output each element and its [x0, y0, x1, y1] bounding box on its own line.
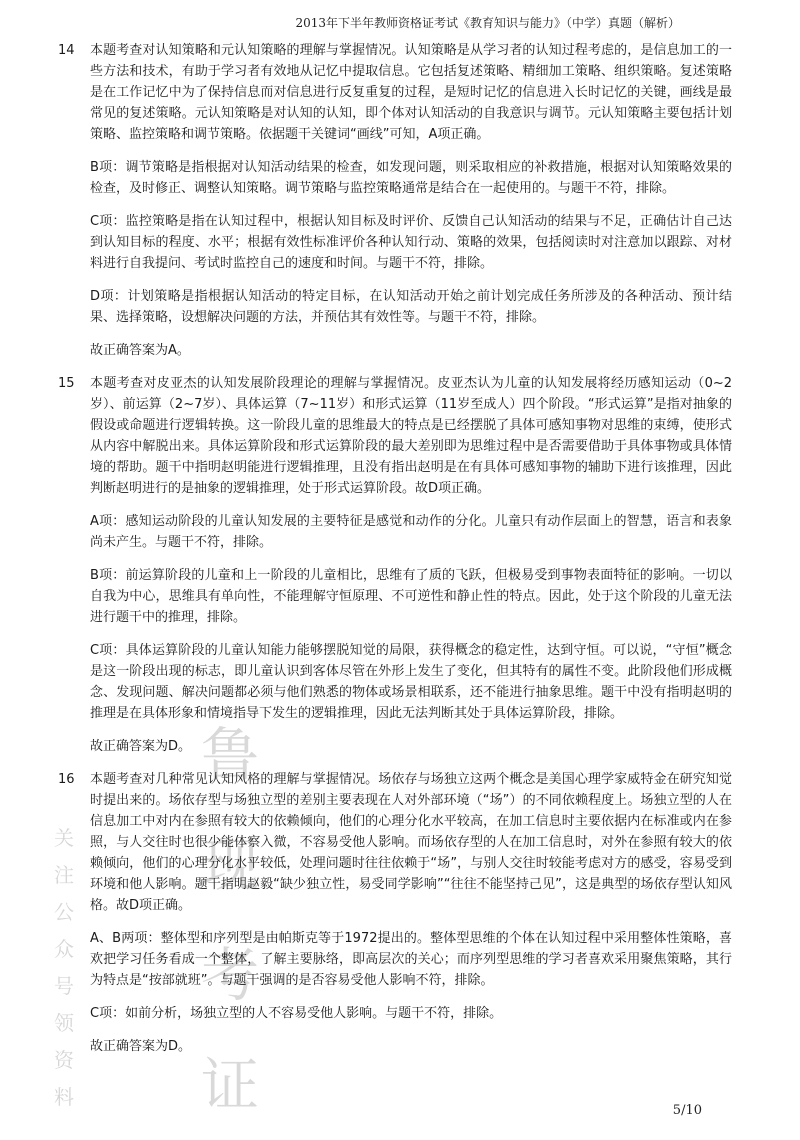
watermark-char: 考 — [200, 941, 259, 1009]
watermark-char: 关 — [54, 826, 74, 850]
watermark-char: 证 — [200, 1051, 259, 1119]
question-15 — [52, 373, 732, 757]
option-analysis: C项：监控策略是指在认知过程中，根据认知目标及时评价、反馈自己认知活动的结果与不足，正确估计自己达到认知目标的程度、水平；根据有效性标准评价各种认知行动、策略的效果，包括阅读时对注意加以跟踪、对材料进行自我提问、考试时监控自己的速度和时间。与题干不符，排除。 — [90, 214, 732, 271]
question-explanation: 本题考查对皮亚杰的认知发展阶段理论的理解与掌握情况。皮亚杰认为儿童的认知发展将经历感知运动（0~2岁）、前运算（2~7岁）、具体运算（7~11岁）和形式运算（11岁至成人）四个阶段。“形式运算”是指对抽象的假设或命题进行逻辑转换。这一阶段儿童的思维最大的特点是已经摆脱了具体可感知事物对思维的束缚，使形式从内容中解脱出来。具体运算阶段和形式运算阶段的最大差别即为思维过程中是否需要借助于具体事物或具体情境的帮助。题干中指明赵明能进行逻辑推理，且没有指出赵明是在有具体可感知事物的辅助下进行该推理，因此判断赵明进行的是抽象的逻辑推理，处于形式运算阶段。故D项正确。 — [90, 376, 732, 496]
question-explanation: 本题考查对认知策略和元认知策略的理解与掌握情况。认知策略是从学习者的认知过程考虑的，是信息加工的一些方法和技术，有助于学习者有效地从记忆中提取信息。它包括复述策略、精细加工策略、组织策略。复述策略是在工作记忆中为了保持信息而对信息进行反复重复的过程，是短时记忆的信息进入长时记忆的关键，画线是最常见的复述策略。元认知策略是对认知的认知，即个体对认知活动的自我意识与调节。元认知策略主要包括计划策略、监控策略和调节策略。依据题干关键词“画线”可知，A项正确。 — [90, 43, 732, 142]
watermark-char: 领 — [54, 1011, 74, 1035]
watermark-char: 公 — [54, 900, 74, 924]
correct-answer: 故正确答案为D。 — [90, 739, 192, 754]
question-14 — [52, 40, 732, 361]
watermark-char: 鲁 — [200, 721, 259, 789]
option-analysis: A、B两项：整体型和序列型是由帕斯克等于1972提出的。整体型思维的个体在认知过程中采用整体性策略，喜欢把学习任务看成一个整体，了解主要脉络，即高层次的关心；而序列型思维的学习者喜欢采用聚焦策略，其行为特点是“按部就班”。与题干强调的是否容易受他人影响不符，排除。 — [90, 931, 732, 988]
page-header: 2013年下半年教师资格证考试《教育知识与能力》（中学）真题（解析） — [295, 16, 680, 30]
watermark-char: 料 — [54, 1085, 74, 1109]
correct-answer: 故正确答案为D。 — [90, 1039, 192, 1054]
question-16 — [52, 769, 732, 1057]
page-number: 5/10 — [672, 1103, 702, 1118]
option-analysis: B项：前运算阶段的儿童和上一阶段的儿童相比，思维有了质的飞跃，但极易受到事物表面特征的影响。一切以自我为中心，思维具有单向性，不能理解守恒原理、不可逆性和静止性的特点。因此，处于这个阶段的儿童无法进行题干中的推理，排除。 — [90, 568, 732, 625]
option-analysis: D项：计划策略是指根据认知活动的特定目标，在认知活动开始之前计划完成任务所涉及的各种活动、预计结果、选择策略，设想解决问题的方法，并预估其有效性等。与题干不符，排除。 — [90, 289, 732, 325]
watermark-char: 资 — [54, 1048, 74, 1072]
watermark-char: 号 — [54, 974, 74, 998]
question-number: 14 — [58, 43, 75, 58]
question-number: 16 — [58, 772, 75, 787]
watermark-char: 现 — [200, 831, 259, 899]
watermark-char: 注 — [54, 863, 74, 887]
watermark-char: 众 — [54, 937, 74, 961]
option-analysis: A项：感知运动阶段的儿童认知发展的主要特征是感觉和动作的分化。儿童只有动作层面上的智慧，语言和表象尚未产生。与题干不符，排除。 — [90, 514, 732, 550]
option-analysis: C项：具体运算阶段的儿童认知能力能够摆脱知觉的局限，获得概念的稳定性，达到守恒。可以说，“守恒”概念是这一阶段出现的标志，即儿童认识到客体尽管在外形上发生了变化，但其特有的属性不变。此阶段他们形成概念、发现问题、解决问题都必须与他们熟悉的物体或场景相联系，还不能进行抽象思维。题干中没有指明赵明的推理是在具体形象和情境指导下发生的逻辑推理，因此无法判断其处于具体运算阶段，排除。 — [90, 643, 732, 721]
document-body — [52, 40, 732, 1069]
question-explanation: 本题考查对几种常见认知风格的理解与掌握情况。场依存与场独立这两个概念是美国心理学家威特金在研究知觉时提出来的。场依存型与场独立型的差别主要表现在人对外部环境（“场”）的不同依赖程度上。场独立型的人在信息加工中对内在参照有较大的依赖倾向，他们的心理分化水平较高，在加工信息时主要依据内在标准或内在参照，与人交往时也很少能体察入微，不容易受他人影响。而场依存型的人在加工信息时，对外在参照有较大的依赖倾向，他们的心理分化水平较低，处理问题时往往依赖于“场”，与别人交往时较能考虑对方的感受，容易受到环境和他人影响。题干指明赵毅“缺少独立性，易受同学影响”“往往不能坚持己见”，这是典型的场依存型认知风格。故D项正确。 — [90, 772, 732, 913]
option-analysis: C项：如前分析，场独立型的人不容易受他人影响。与题干不符，排除。 — [90, 1006, 503, 1021]
question-number: 15 — [58, 376, 75, 391]
option-analysis: B项：调节策略是指根据对认知活动结果的检查，如发现问题，则采取相应的补救措施，根据对认知策略效果的检查，及时修正、调整认知策略。调节策略与监控策略通常是结合在一起使用的。与题干不符，排除。 — [90, 160, 732, 196]
correct-answer: 故正确答案为A。 — [90, 343, 190, 358]
